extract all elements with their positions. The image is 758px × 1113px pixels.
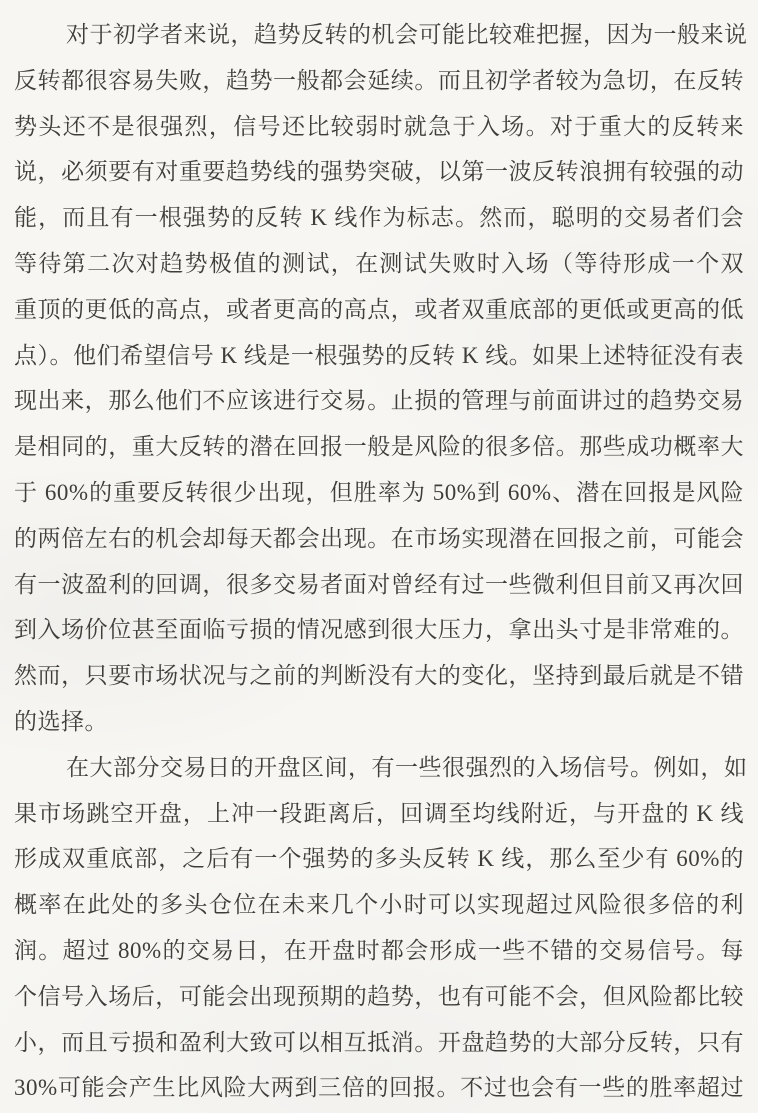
text-line: 然而，只要市场状况与之前的判断没有大的变化，坚持到最后就是不错 <box>14 663 744 689</box>
text-line: 反转都很容易失败，趋势一般都会延续。而且初学者较为急切，在反转 <box>14 67 744 93</box>
text-line: 果市场跳空开盘，上冲一段距离后，回调至均线附近，与开盘的 K 线 <box>14 800 744 826</box>
paragraph-trend-reversals <box>14 12 748 745</box>
text-line: 于 60%的重要反转很少出现，但胜率为 50%到 60%、潜在回报是风险 <box>14 479 744 505</box>
text-line: 30%可能会产生比风险大两到三倍的回报。不过也会有一些的胜率超过 <box>14 1075 744 1101</box>
text-line: 能，而且有一根强势的反转 K 线作为标志。然而，聪明的交易者们会 <box>14 205 744 231</box>
text-line: 势头还不是很强烈，信号还比较弱时就急于入场。对于重大的反转来 <box>14 113 744 139</box>
text-line: 概率在此处的多头仓位在未来几个小时可以实现超过风险很多倍的利 <box>14 892 744 918</box>
text-line: 重顶的更低的高点，或者更高的高点，或者双重底部的更低或更高的低 <box>14 296 744 322</box>
text-line: 润。超过 80%的交易日，在开盘时都会形成一些不错的交易信号。每 <box>14 937 744 963</box>
text-line: 对于初学者来说，趋势反转的机会可能比较难把握，因为一般来说 <box>66 22 748 47</box>
text-line: 小，而且亏损和盈利大致可以相互抵消。开盘趋势的大部分反转，只有 <box>14 1029 744 1055</box>
text-line: 有一波盈利的回调，很多交易者面对曾经有过一些微利但目前又再次回 <box>14 571 744 597</box>
text-line: 点）。他们希望信号 K 线是一根强势的反转 K 线。如果上述特征没有表 <box>14 342 744 368</box>
text-line: 个信号入场后，可能会出现预期的趋势，也有可能不会，但风险都比较 <box>14 983 744 1009</box>
text-line: 形成双重底部，之后有一个强势的多头反转 K 线，那么至少有 60%的 <box>14 846 744 872</box>
text-line: 是相同的，重大反转的潜在回报一般是风险的很多倍。那些成功概率大 <box>14 434 744 460</box>
text-line: 在大部分交易日的开盘区间，有一些很强烈的入场信号。例如，如 <box>66 754 748 780</box>
text-line: 说，必须要有对重要趋势线的强势突破，以第一波反转浪拥有较强的动 <box>14 159 744 185</box>
text-line: 的选择。 <box>14 708 108 734</box>
text-line: 现出来，那么他们不应该进行交易。止损的管理与前面讲过的趋势交易 <box>14 388 744 414</box>
text-line: 到入场价位甚至面临亏损的情况感到很大压力，拿出头寸是非常难的。 <box>14 617 744 643</box>
paragraph-opening-range-signals <box>14 745 748 1111</box>
text-line: 的两倍左右的机会却每天都会出现。在市场实现潜在回报之前，可能会 <box>14 525 744 551</box>
text-line: 等待第二次对趋势极值的测试，在测试失败时入场（等待形成一个双 <box>14 250 744 276</box>
